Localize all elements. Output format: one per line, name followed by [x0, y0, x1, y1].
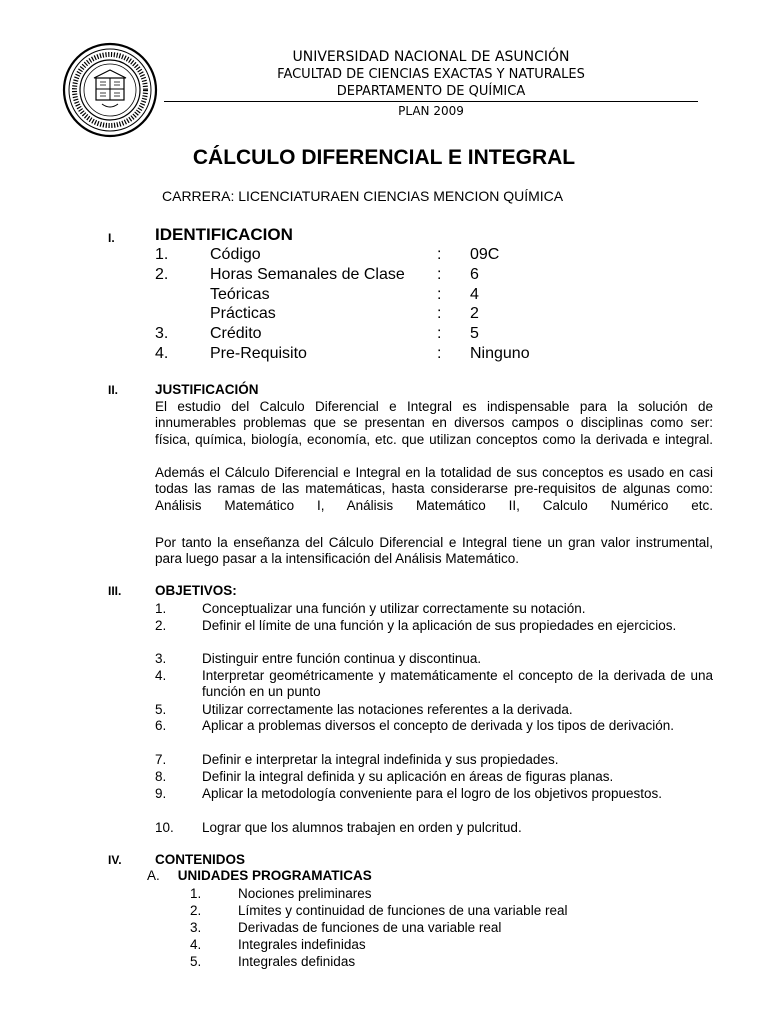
department-name: DEPARTAMENTO DE QUÍMICA: [336, 84, 526, 99]
section-heading-identificacion: IDENTIFICACION: [155, 225, 293, 244]
section-numeral-ii: II.: [108, 383, 119, 397]
id-row: 2. Horas Semanales de Clase : 6: [155, 266, 479, 283]
justificacion-paragraph: Además el Cálculo Diferencial e Integral en la totalidad de sus conceptos es usado en casi todas las ramas de las matemáticas, hasta considerarse pre-requisitos de algunas como: Análisis Matemático I, Análisis Matemático II, Calculo Numérico etc.: [155, 465, 713, 513]
university-name: UNIVERSIDAD NACIONAL DE ASUNCIÓN: [292, 49, 570, 65]
section-heading-contenidos: CONTENIDOS: [155, 852, 246, 867]
id-row: 1. Código : 09C: [155, 246, 500, 263]
subsection-heading: A. UNIDADES PROGRAMATICAS: [147, 868, 372, 883]
header-divider: [164, 101, 698, 102]
justificacion-paragraph: Por tanto la enseñanza del Cálculo Diferencial e Integral tiene un gran valor instrumental, para luego pasar a la intensificación del Análisis Matemático.: [155, 535, 713, 567]
faculty-name: FACULTAD DE CIENCIAS EXACTAS Y NATURALES: [277, 67, 585, 82]
carrera-line: CARRERA: LICENCIATURAEN CIENCIAS MENCION QUÍMICA: [162, 188, 564, 204]
university-seal-icon: [62, 42, 158, 138]
section-heading-objetivos: OBJETIVOS:: [155, 583, 237, 598]
id-row: Teóricas : 4: [210, 286, 479, 303]
justificacion-paragraph: El estudio del Calculo Diferencial e Integral es indispensable para la solución de innumerables problemas que se presentan en diversos campos o disciplinas como ser: física, química, biología, economía, etc. que utilizan conceptos como la derivada e integral.: [155, 399, 713, 447]
id-row: 3. Crédito : 5: [155, 325, 479, 342]
plan-label: PLAN 2009: [398, 104, 464, 118]
section-numeral-iv: IV.: [108, 853, 122, 867]
id-row: Prácticas : 2: [210, 305, 479, 322]
section-numeral-iii: III.: [108, 584, 122, 598]
document-title: CÁLCULO DIFERENCIAL E INTEGRAL: [192, 146, 576, 169]
section-heading-justificacion: JUSTIFICACIÓN: [155, 382, 259, 397]
id-row: 4. Pre-Requisito : Ninguno: [155, 345, 530, 362]
section-numeral-i: I.: [108, 231, 115, 245]
